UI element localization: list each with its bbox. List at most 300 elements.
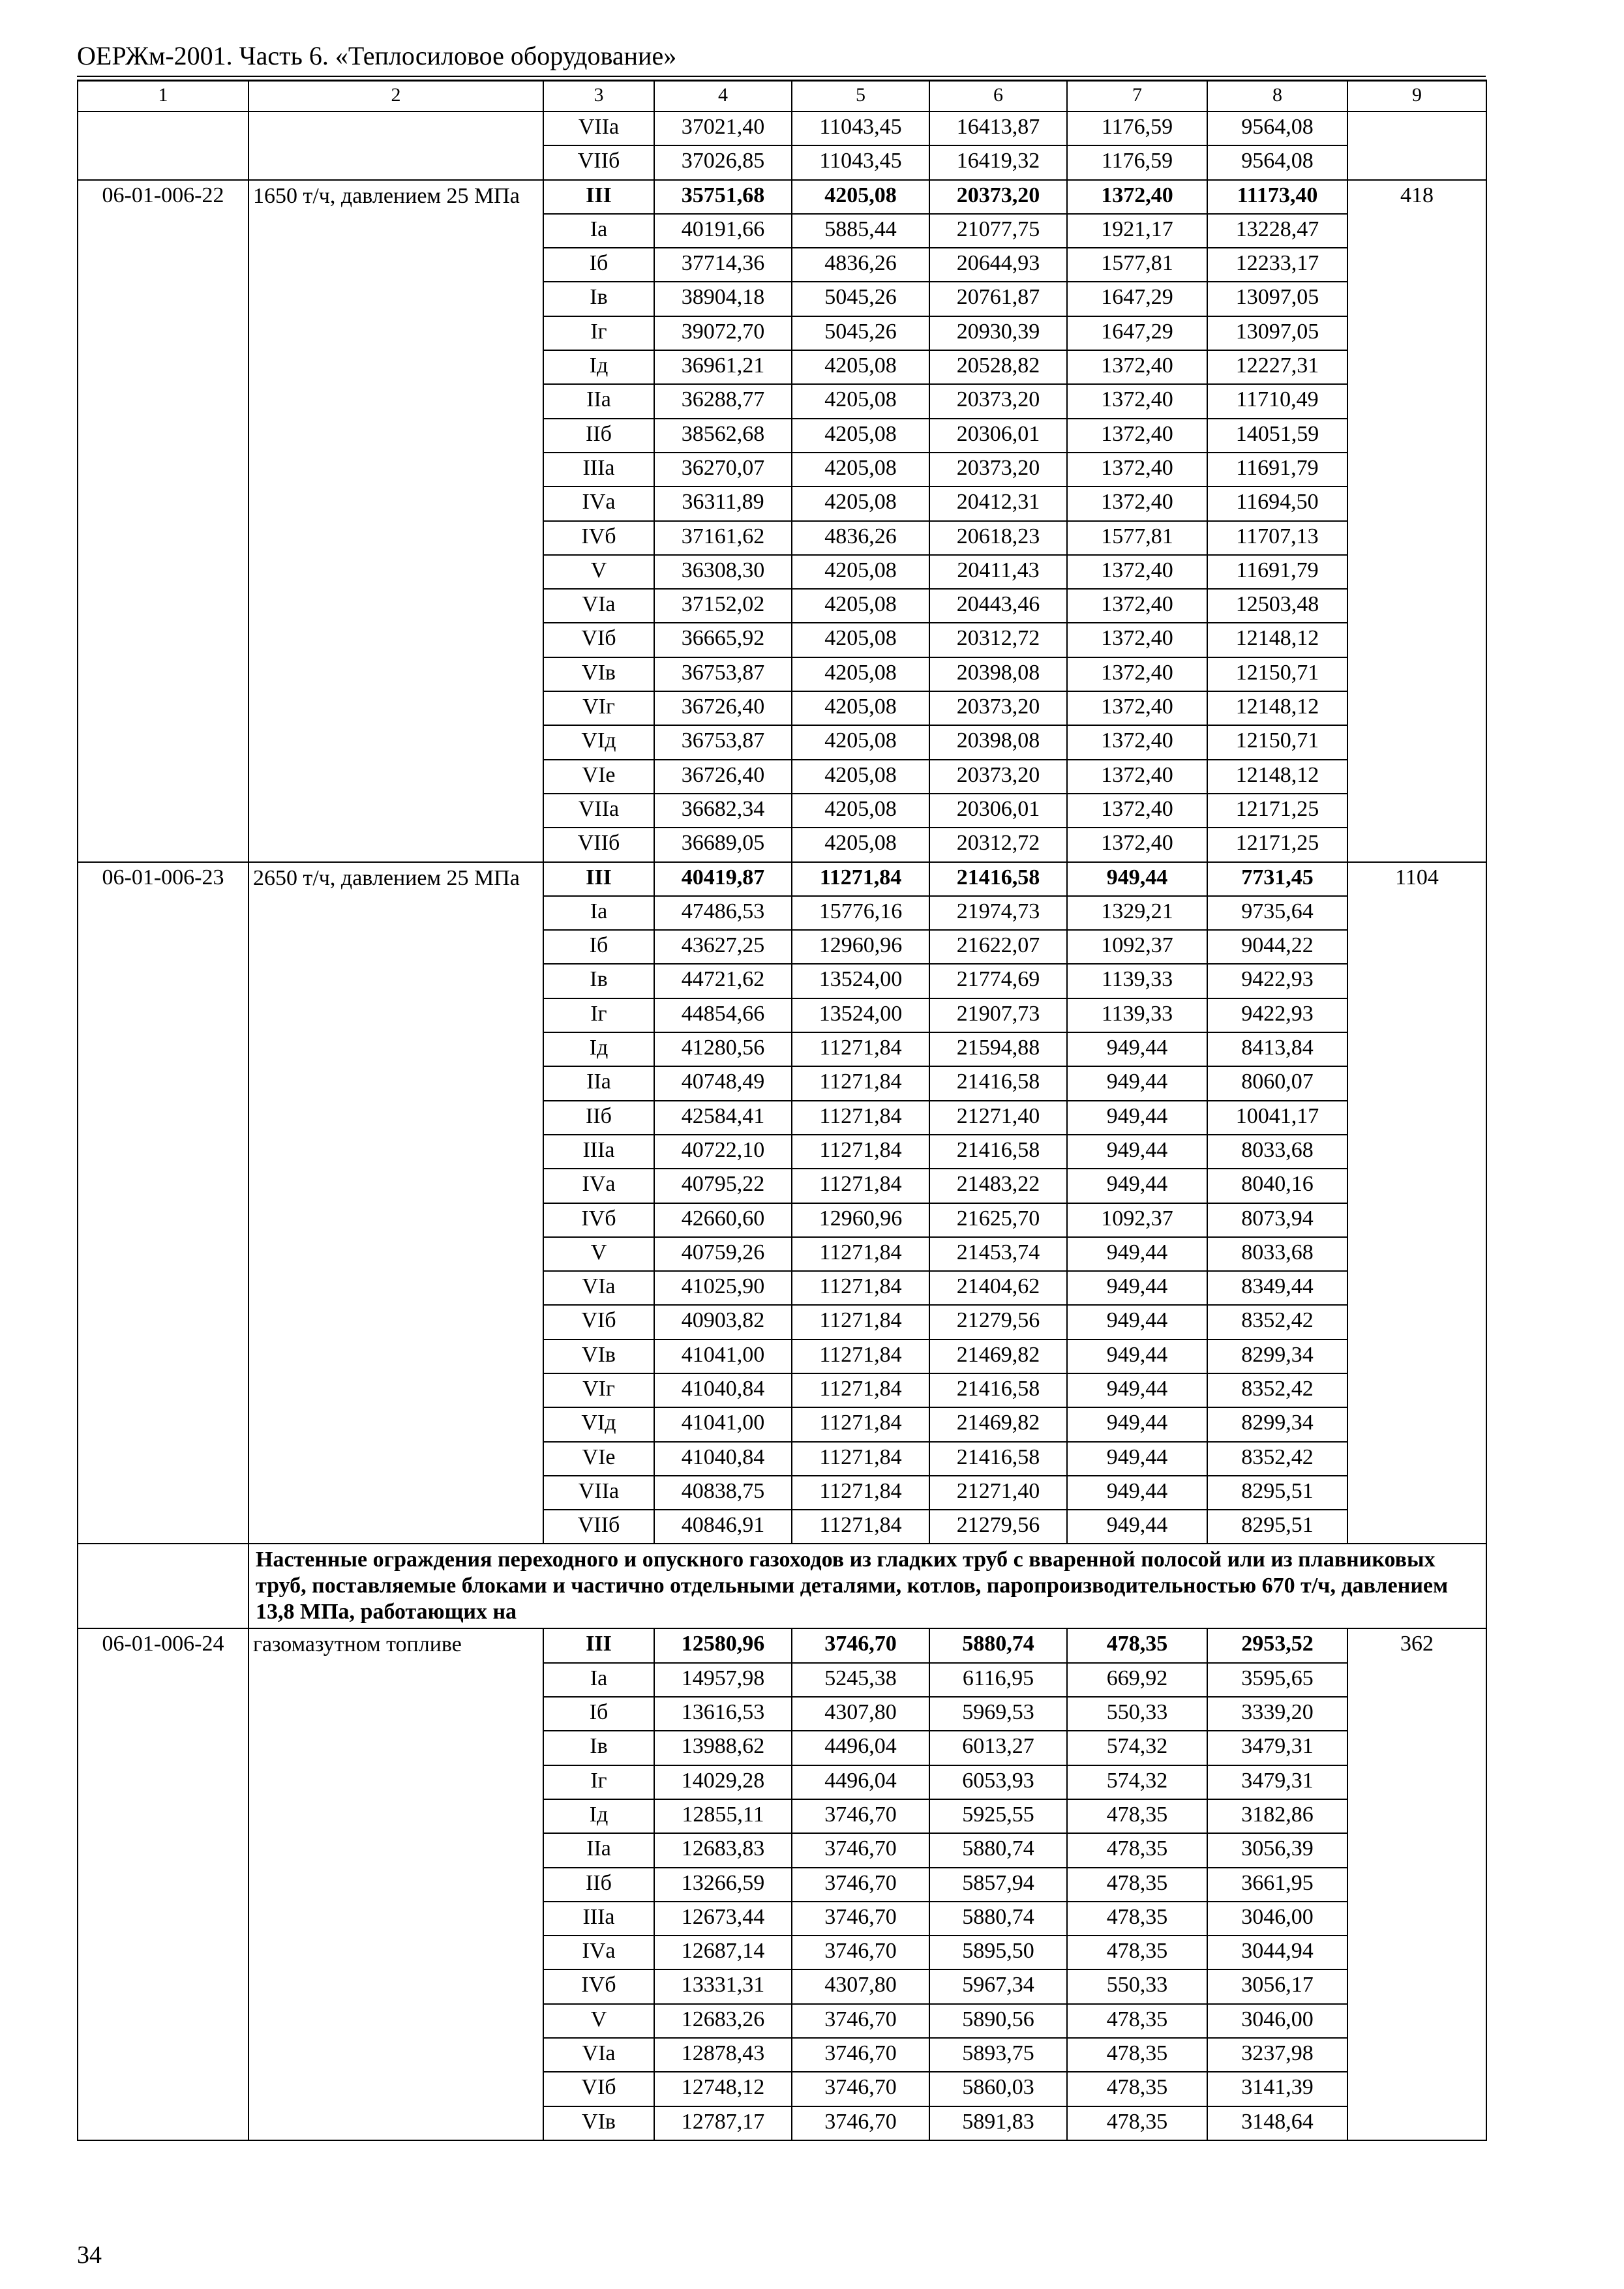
column-number-cell: 8 <box>1207 80 1347 112</box>
value-cell: 41025,90 <box>654 1271 792 1305</box>
value-cell: 21469,82 <box>929 1407 1067 1441</box>
value-cell: 4307,80 <box>792 1697 929 1731</box>
value-cell: 20373,20 <box>929 180 1067 214</box>
section-heading-row <box>78 1544 1486 1628</box>
value-cell: 3141,39 <box>1207 2072 1347 2106</box>
value-cell: 41041,00 <box>654 1339 792 1373</box>
value-cell: 478,35 <box>1067 2072 1207 2106</box>
value-cell: 949,44 <box>1067 1237 1207 1271</box>
value-cell: 949,44 <box>1067 1271 1207 1305</box>
zone-cell: VIв <box>543 657 654 691</box>
value-cell: 15776,16 <box>792 896 929 930</box>
zone-cell: VIа <box>543 1271 654 1305</box>
value-cell: 36961,21 <box>654 350 792 384</box>
value-cell: 6053,93 <box>929 1765 1067 1799</box>
value-cell: 12787,17 <box>654 2106 792 2140</box>
value-cell: 949,44 <box>1067 1442 1207 1476</box>
zone-cell: VIв <box>543 2106 654 2140</box>
value-cell: 12233,17 <box>1207 248 1347 282</box>
value-cell: 20306,01 <box>929 794 1067 828</box>
value-cell: 949,44 <box>1067 1305 1207 1339</box>
zone-cell: IIб <box>543 1101 654 1135</box>
value-cell: 21279,56 <box>929 1305 1067 1339</box>
value-cell: 40419,87 <box>654 862 792 896</box>
value-cell: 1372,40 <box>1067 486 1207 520</box>
value-cell: 38904,18 <box>654 282 792 316</box>
value-cell: 574,32 <box>1067 1765 1207 1799</box>
zone-cell: IVа <box>543 486 654 520</box>
value-cell: 11271,84 <box>792 1169 929 1203</box>
value-cell: 1092,37 <box>1067 930 1207 964</box>
value-cell: 11271,84 <box>792 862 929 896</box>
value-cell: 21774,69 <box>929 964 1067 998</box>
value-cell: 12171,25 <box>1207 794 1347 828</box>
zone-cell: VIа <box>543 589 654 623</box>
value-cell: 8352,42 <box>1207 1442 1347 1476</box>
zone-cell: Iб <box>543 930 654 964</box>
value-cell: 3046,00 <box>1207 2004 1347 2038</box>
column-number-cell: 9 <box>1347 80 1486 112</box>
value-cell: 3746,70 <box>792 1799 929 1833</box>
value-cell: 3746,70 <box>792 1833 929 1867</box>
value-cell: 21271,40 <box>929 1101 1067 1135</box>
value-cell: 11271,84 <box>792 1237 929 1271</box>
value-cell: 8352,42 <box>1207 1373 1347 1407</box>
value-cell: 13524,00 <box>792 964 929 998</box>
value-cell: 5857,94 <box>929 1868 1067 1902</box>
column-number-cell: 1 <box>78 80 248 112</box>
value-cell: 13228,47 <box>1207 214 1347 248</box>
norm-cell: 362 <box>1347 1628 1486 2140</box>
value-cell: 13097,05 <box>1207 316 1347 350</box>
value-cell: 5880,74 <box>929 1628 1067 1662</box>
column-number-cell: 2 <box>248 80 543 112</box>
page-number: 34 <box>77 2241 102 2269</box>
value-cell: 11707,13 <box>1207 521 1347 555</box>
value-cell: 3746,70 <box>792 2072 929 2106</box>
value-cell: 949,44 <box>1067 1101 1207 1135</box>
value-cell: 20618,23 <box>929 521 1067 555</box>
item-description-cell <box>248 112 543 180</box>
value-cell: 3746,70 <box>792 1628 929 1662</box>
value-cell: 3661,95 <box>1207 1868 1347 1902</box>
value-cell: 3056,39 <box>1207 1833 1347 1867</box>
zone-cell: V <box>543 1237 654 1271</box>
zone-cell: IIб <box>543 1868 654 1902</box>
value-cell: 36682,34 <box>654 794 792 828</box>
value-cell: 44854,66 <box>654 998 792 1032</box>
column-number-cell: 5 <box>792 80 929 112</box>
item-description-cell: газомазутном топливе <box>248 1628 543 2140</box>
value-cell: 20373,20 <box>929 453 1067 486</box>
zone-cell: VIб <box>543 2072 654 2106</box>
value-cell: 669,92 <box>1067 1663 1207 1697</box>
value-cell: 11043,45 <box>792 112 929 145</box>
value-cell: 20306,01 <box>929 419 1067 453</box>
value-cell: 949,44 <box>1067 1032 1207 1066</box>
zone-cell: Iа <box>543 214 654 248</box>
zone-cell: IIа <box>543 1833 654 1867</box>
value-cell: 9735,64 <box>1207 896 1347 930</box>
value-cell: 2953,52 <box>1207 1628 1347 1662</box>
value-cell: 21416,58 <box>929 1135 1067 1169</box>
value-cell: 37714,36 <box>654 248 792 282</box>
value-cell: 21077,75 <box>929 214 1067 248</box>
value-cell: 11271,84 <box>792 1066 929 1100</box>
value-cell: 41280,56 <box>654 1032 792 1066</box>
value-cell: 8033,68 <box>1207 1237 1347 1271</box>
value-cell: 5880,74 <box>929 1902 1067 1936</box>
value-cell: 11271,84 <box>792 1373 929 1407</box>
value-cell: 9422,93 <box>1207 964 1347 998</box>
value-cell: 478,35 <box>1067 1799 1207 1833</box>
value-cell: 16419,32 <box>929 145 1067 179</box>
value-cell: 40838,75 <box>654 1476 792 1510</box>
value-cell: 1647,29 <box>1067 282 1207 316</box>
value-cell: 14957,98 <box>654 1663 792 1697</box>
value-cell: 11271,84 <box>792 1339 929 1373</box>
value-cell: 8349,44 <box>1207 1271 1347 1305</box>
item-code-cell <box>78 112 248 180</box>
value-cell: 3237,98 <box>1207 2038 1347 2072</box>
value-cell: 4836,26 <box>792 248 929 282</box>
value-cell: 478,35 <box>1067 1902 1207 1936</box>
value-cell: 20443,46 <box>929 589 1067 623</box>
value-cell: 949,44 <box>1067 1066 1207 1100</box>
value-cell: 5880,74 <box>929 1833 1067 1867</box>
value-cell: 949,44 <box>1067 862 1207 896</box>
zone-cell: Iб <box>543 1697 654 1731</box>
value-cell: 1372,40 <box>1067 180 1207 214</box>
value-cell: 36311,89 <box>654 486 792 520</box>
value-cell: 4205,08 <box>792 623 929 657</box>
value-cell: 949,44 <box>1067 1339 1207 1373</box>
value-cell: 20930,39 <box>929 316 1067 350</box>
value-cell: 4205,08 <box>792 794 929 828</box>
table-body <box>78 80 1486 2140</box>
value-cell: 3746,70 <box>792 1868 929 1902</box>
value-cell: 11271,84 <box>792 1510 929 1544</box>
zone-cell: VIб <box>543 623 654 657</box>
value-cell: 4205,08 <box>792 384 929 418</box>
value-cell: 1577,81 <box>1067 521 1207 555</box>
zone-cell: VIIа <box>543 1476 654 1510</box>
zone-cell: VIа <box>543 2038 654 2072</box>
zone-cell: VIд <box>543 725 654 759</box>
value-cell: 47486,53 <box>654 896 792 930</box>
value-cell: 5245,38 <box>792 1663 929 1697</box>
value-cell: 13266,59 <box>654 1868 792 1902</box>
item-description-cell: 1650 т/ч, давлением 25 МПа <box>248 180 543 862</box>
value-cell: 1921,17 <box>1067 214 1207 248</box>
value-cell: 12960,96 <box>792 930 929 964</box>
value-cell: 40759,26 <box>654 1237 792 1271</box>
value-cell: 21594,88 <box>929 1032 1067 1066</box>
value-cell: 3182,86 <box>1207 1799 1347 1833</box>
value-cell: 21271,40 <box>929 1476 1067 1510</box>
column-number-row <box>78 80 1486 112</box>
value-cell: 9422,93 <box>1207 998 1347 1032</box>
zone-cell: IVб <box>543 521 654 555</box>
zone-cell: Iд <box>543 1799 654 1833</box>
value-cell: 8299,34 <box>1207 1407 1347 1441</box>
zone-cell: III <box>543 862 654 896</box>
value-cell: 478,35 <box>1067 1833 1207 1867</box>
value-cell: 11271,84 <box>792 1032 929 1066</box>
zone-cell: Iг <box>543 316 654 350</box>
value-cell: 1372,40 <box>1067 555 1207 589</box>
value-cell: 41041,00 <box>654 1407 792 1441</box>
value-cell: 20312,72 <box>929 828 1067 861</box>
value-cell: 40191,66 <box>654 214 792 248</box>
value-cell: 9044,22 <box>1207 930 1347 964</box>
value-cell: 36689,05 <box>654 828 792 861</box>
zone-cell: V <box>543 555 654 589</box>
value-cell: 6013,27 <box>929 1731 1067 1765</box>
value-cell: 11271,84 <box>792 1407 929 1441</box>
value-cell: 3046,00 <box>1207 1902 1347 1936</box>
value-cell: 4205,08 <box>792 828 929 861</box>
zone-cell: Iа <box>543 1663 654 1697</box>
zone-cell: VIд <box>543 1407 654 1441</box>
item-description-cell: 2650 т/ч, давлением 25 МПа <box>248 862 543 1544</box>
value-cell: 20312,72 <box>929 623 1067 657</box>
value-cell: 9564,08 <box>1207 112 1347 145</box>
norm-cell: 1104 <box>1347 862 1486 1544</box>
value-cell: 12683,83 <box>654 1833 792 1867</box>
value-cell: 1372,40 <box>1067 453 1207 486</box>
value-cell: 3148,64 <box>1207 2106 1347 2140</box>
zone-cell: IIб <box>543 419 654 453</box>
value-cell: 1372,40 <box>1067 623 1207 657</box>
value-cell: 7731,45 <box>1207 862 1347 896</box>
value-cell: 4496,04 <box>792 1765 929 1799</box>
value-cell: 12150,71 <box>1207 657 1347 691</box>
value-cell: 6116,95 <box>929 1663 1067 1697</box>
value-cell: 478,35 <box>1067 1868 1207 1902</box>
value-cell: 37026,85 <box>654 145 792 179</box>
value-cell: 3479,31 <box>1207 1731 1347 1765</box>
value-cell: 5891,83 <box>929 2106 1067 2140</box>
zone-cell: IVб <box>543 1969 654 2003</box>
value-cell: 11694,50 <box>1207 486 1347 520</box>
item-code-cell: 06-01-006-22 <box>78 180 248 862</box>
value-cell: 37021,40 <box>654 112 792 145</box>
value-cell: 9564,08 <box>1207 145 1347 179</box>
value-cell: 1372,40 <box>1067 419 1207 453</box>
value-cell: 37152,02 <box>654 589 792 623</box>
zone-cell: VIIа <box>543 112 654 145</box>
value-cell: 36288,77 <box>654 384 792 418</box>
zone-cell: IVа <box>543 1169 654 1203</box>
value-cell: 478,35 <box>1067 2038 1207 2072</box>
value-cell: 21416,58 <box>929 1442 1067 1476</box>
value-cell: 550,33 <box>1067 1969 1207 2003</box>
value-cell: 11271,84 <box>792 1305 929 1339</box>
zone-cell: VIг <box>543 691 654 725</box>
value-cell: 12148,12 <box>1207 691 1347 725</box>
value-cell: 1372,40 <box>1067 657 1207 691</box>
value-cell: 20411,43 <box>929 555 1067 589</box>
value-cell: 949,44 <box>1067 1135 1207 1169</box>
value-cell: 13524,00 <box>792 998 929 1032</box>
value-cell: 40903,82 <box>654 1305 792 1339</box>
value-cell: 949,44 <box>1067 1510 1207 1544</box>
norm-cell <box>1347 112 1486 180</box>
value-cell: 13616,53 <box>654 1697 792 1731</box>
value-cell: 20373,20 <box>929 760 1067 794</box>
value-cell: 8073,94 <box>1207 1203 1347 1237</box>
value-cell: 39072,70 <box>654 316 792 350</box>
value-cell: 5895,50 <box>929 1936 1067 1969</box>
value-cell: 1372,40 <box>1067 589 1207 623</box>
value-cell: 4205,08 <box>792 725 929 759</box>
value-cell: 12148,12 <box>1207 760 1347 794</box>
value-cell: 8352,42 <box>1207 1305 1347 1339</box>
zone-cell: VIIа <box>543 794 654 828</box>
value-cell: 3746,70 <box>792 2106 929 2140</box>
value-cell: 1092,37 <box>1067 1203 1207 1237</box>
zone-cell: V <box>543 2004 654 2038</box>
value-cell: 11271,84 <box>792 1442 929 1476</box>
value-cell: 4205,08 <box>792 760 929 794</box>
value-cell: 20398,08 <box>929 657 1067 691</box>
value-cell: 8413,84 <box>1207 1032 1347 1066</box>
value-cell: 20644,93 <box>929 248 1067 282</box>
value-cell: 36753,87 <box>654 657 792 691</box>
header-rule <box>77 76 1486 77</box>
zone-cell: VIб <box>543 1305 654 1339</box>
value-cell: 12960,96 <box>792 1203 929 1237</box>
value-cell: 40795,22 <box>654 1169 792 1203</box>
value-cell: 20398,08 <box>929 725 1067 759</box>
value-cell: 8295,51 <box>1207 1476 1347 1510</box>
zone-cell: IVа <box>543 1936 654 1969</box>
item-code-cell: 06-01-006-24 <box>78 1628 248 2140</box>
value-cell: 42584,41 <box>654 1101 792 1135</box>
value-cell: 4205,08 <box>792 453 929 486</box>
value-cell: 1577,81 <box>1067 248 1207 282</box>
zone-cell: Iб <box>543 248 654 282</box>
value-cell: 1372,40 <box>1067 828 1207 861</box>
zone-cell: IIIа <box>543 1902 654 1936</box>
value-cell: 12171,25 <box>1207 828 1347 861</box>
value-cell: 4205,08 <box>792 589 929 623</box>
zone-cell: III <box>543 1628 654 1662</box>
value-cell: 1329,21 <box>1067 896 1207 930</box>
value-cell: 5969,53 <box>929 1697 1067 1731</box>
value-cell: 21469,82 <box>929 1339 1067 1373</box>
value-cell: 1176,59 <box>1067 145 1207 179</box>
column-number-cell: 3 <box>543 80 654 112</box>
value-cell: 21416,58 <box>929 1373 1067 1407</box>
value-cell: 40722,10 <box>654 1135 792 1169</box>
value-cell: 41040,84 <box>654 1442 792 1476</box>
value-cell: 21404,62 <box>929 1271 1067 1305</box>
value-cell: 36270,07 <box>654 453 792 486</box>
value-cell: 478,35 <box>1067 1936 1207 1969</box>
zone-cell: IIа <box>543 1066 654 1100</box>
value-cell: 4205,08 <box>792 657 929 691</box>
value-cell: 5860,03 <box>929 2072 1067 2106</box>
value-cell: 4205,08 <box>792 691 929 725</box>
value-cell: 8299,34 <box>1207 1339 1347 1373</box>
page-header <box>77 40 1486 82</box>
value-cell: 11043,45 <box>792 145 929 179</box>
value-cell: 36726,40 <box>654 760 792 794</box>
value-cell: 5967,34 <box>929 1969 1067 2003</box>
value-cell: 13097,05 <box>1207 282 1347 316</box>
table-row <box>78 1628 1486 1662</box>
norm-cell: 418 <box>1347 180 1486 862</box>
value-cell: 3595,65 <box>1207 1663 1347 1697</box>
value-cell: 8033,68 <box>1207 1135 1347 1169</box>
value-cell: 949,44 <box>1067 1373 1207 1407</box>
value-cell: 3746,70 <box>792 1936 929 1969</box>
column-number-cell: 7 <box>1067 80 1207 112</box>
value-cell: 36308,30 <box>654 555 792 589</box>
value-cell: 11691,79 <box>1207 453 1347 486</box>
zone-cell: VIIб <box>543 1510 654 1544</box>
value-cell: 949,44 <box>1067 1169 1207 1203</box>
value-cell: 3056,17 <box>1207 1969 1347 2003</box>
value-cell: 20373,20 <box>929 691 1067 725</box>
zone-cell: VIе <box>543 760 654 794</box>
value-cell: 5890,56 <box>929 2004 1067 2038</box>
value-cell: 11691,79 <box>1207 555 1347 589</box>
item-code-cell: 06-01-006-23 <box>78 862 248 1544</box>
value-cell: 5893,75 <box>929 2038 1067 2072</box>
zone-cell: Iа <box>543 896 654 930</box>
value-cell: 1139,33 <box>1067 998 1207 1032</box>
value-cell: 12683,26 <box>654 2004 792 2038</box>
value-cell: 11271,84 <box>792 1476 929 1510</box>
value-cell: 4205,08 <box>792 486 929 520</box>
zone-cell: Iг <box>543 998 654 1032</box>
value-cell: 12503,48 <box>1207 589 1347 623</box>
value-cell: 21907,73 <box>929 998 1067 1032</box>
value-cell: 4205,08 <box>792 555 929 589</box>
value-cell: 478,35 <box>1067 1628 1207 1662</box>
value-cell: 12673,44 <box>654 1902 792 1936</box>
value-cell: 11271,84 <box>792 1135 929 1169</box>
value-cell: 1372,40 <box>1067 725 1207 759</box>
value-cell: 40846,91 <box>654 1510 792 1544</box>
value-cell: 12687,14 <box>654 1936 792 1969</box>
value-cell: 1372,40 <box>1067 384 1207 418</box>
zone-cell: VIIб <box>543 828 654 861</box>
value-cell: 478,35 <box>1067 2106 1207 2140</box>
value-cell: 10041,17 <box>1207 1101 1347 1135</box>
value-cell: 36726,40 <box>654 691 792 725</box>
zone-cell: VIг <box>543 1373 654 1407</box>
column-number-cell: 4 <box>654 80 792 112</box>
value-cell: 1372,40 <box>1067 350 1207 384</box>
value-cell: 35751,68 <box>654 180 792 214</box>
value-cell: 11173,40 <box>1207 180 1347 214</box>
value-cell: 20412,31 <box>929 486 1067 520</box>
table-row <box>78 862 1486 896</box>
value-cell: 8040,16 <box>1207 1169 1347 1203</box>
value-cell: 12148,12 <box>1207 623 1347 657</box>
value-cell: 12855,11 <box>654 1799 792 1833</box>
value-cell: 3746,70 <box>792 2038 929 2072</box>
value-cell: 11271,84 <box>792 1271 929 1305</box>
value-cell: 550,33 <box>1067 1697 1207 1731</box>
value-cell: 42660,60 <box>654 1203 792 1237</box>
value-cell: 21416,58 <box>929 1066 1067 1100</box>
column-number-cell: 6 <box>929 80 1067 112</box>
